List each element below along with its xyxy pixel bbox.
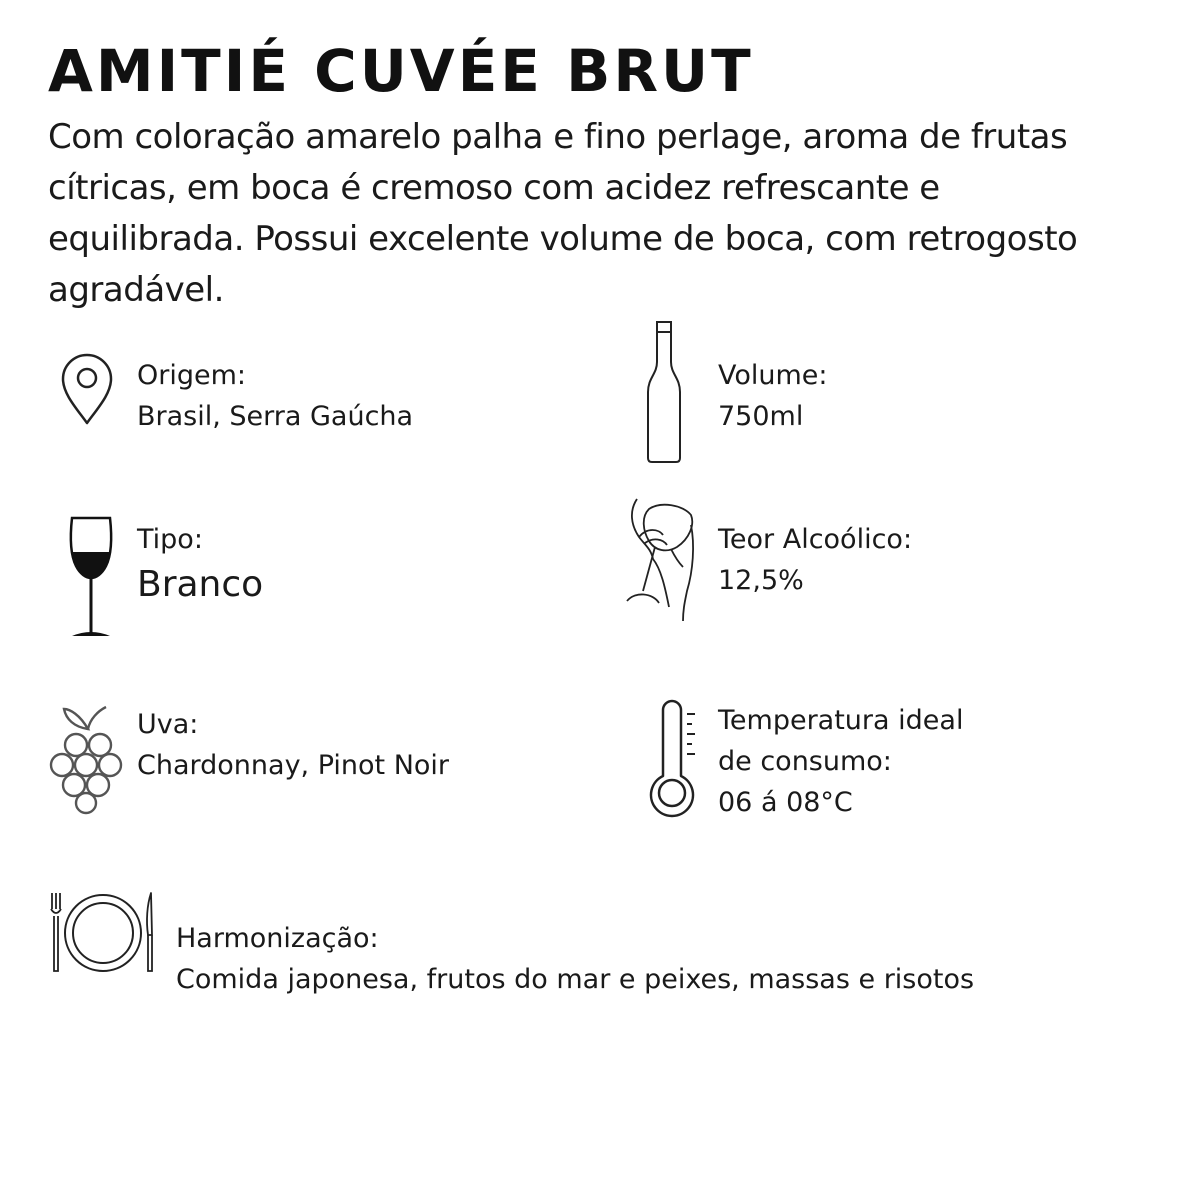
origin-label: Origem:: [137, 360, 247, 391]
grapes-icon: [48, 707, 132, 815]
plate-cutlery-icon: [48, 891, 158, 975]
temperature-label-line2: de consumo:: [718, 746, 892, 777]
hand-holding-glass-icon: [625, 497, 697, 625]
grape-spec: [137, 704, 449, 786]
wine-description: Com coloração amarelo palha e fino perlage, aroma de frutas cítricas, em boca é cremoso com acidez refrescante e equilibrada. Possui excelente volume de boca, com retrogosto agradável.: [48, 117, 1078, 310]
page-title: AMITIÉ CUVÉE BRUT: [48, 37, 754, 105]
type-label: Tipo:: [137, 524, 203, 555]
temperature-label-line1: Temperatura ideal: [718, 705, 964, 736]
volume-label: Volume:: [718, 360, 828, 391]
thermometer-icon: [649, 700, 697, 816]
volume-spec: [718, 355, 828, 437]
temperature-spec: [718, 700, 963, 823]
alcohol-value: 12,5%: [718, 565, 804, 596]
type-value: Branco: [137, 564, 264, 605]
type-spec: [137, 519, 263, 610]
origin-spec: [137, 355, 413, 437]
volume-value: 750ml: [718, 401, 804, 432]
wine-glass-icon: [68, 516, 114, 640]
wine-bottle-icon: [644, 320, 684, 464]
alcohol-spec: [718, 519, 912, 601]
alcohol-label: Teor Alcoólico:: [718, 524, 913, 555]
temperature-value: 06 á 08°C: [718, 787, 853, 818]
pairing-label: Harmonização:: [176, 923, 379, 954]
pairing-spec: [176, 918, 974, 1000]
pairing-value: Comida japonesa, frutos do mar e peixes, massas e risotos: [176, 964, 975, 995]
grape-label: Uva:: [137, 709, 199, 740]
origin-value: Brasil, Serra Gaúcha: [137, 401, 414, 432]
location-pin-icon: [60, 354, 114, 426]
grape-value: Chardonnay, Pinot Noir: [137, 750, 450, 781]
